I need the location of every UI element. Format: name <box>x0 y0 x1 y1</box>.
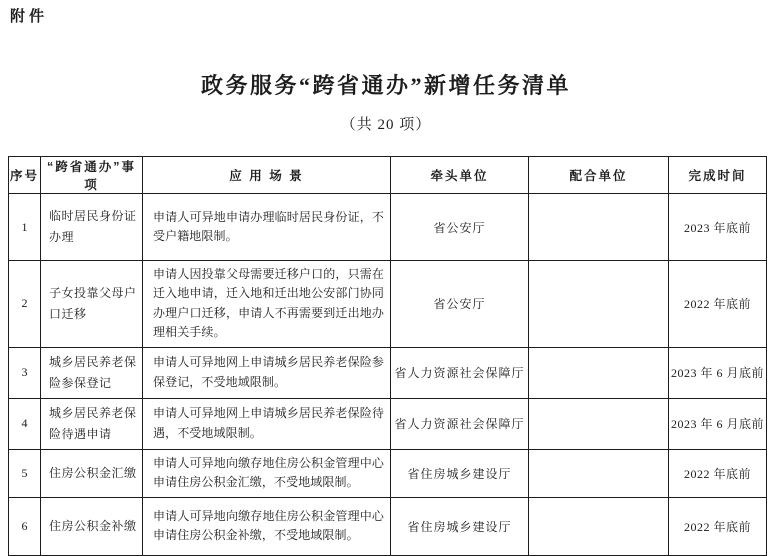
column-header-deadline: 完成时间 <box>669 157 767 194</box>
cell-deadline: 2023 年 6 月底前 <box>669 347 767 398</box>
cell-lead-unit: 省人力资源社会保障厅 <box>391 347 529 398</box>
task-table <box>8 156 767 556</box>
cell-no: 3 <box>9 347 41 398</box>
cell-lead-unit: 省住房城乡建设厅 <box>391 497 529 555</box>
cell-support-unit <box>529 347 669 398</box>
cell-item: 住房公积金汇缴 <box>41 449 143 497</box>
cell-item: 子女投靠父母户口迁移 <box>41 261 143 348</box>
table-row <box>9 194 767 261</box>
cell-item: 城乡居民养老保险待遇申请 <box>41 398 143 449</box>
table-row <box>9 261 767 348</box>
cell-no: 2 <box>9 261 41 348</box>
cell-lead-unit: 省公安厅 <box>391 194 529 261</box>
cell-deadline: 2023 年 6 月底前 <box>669 398 767 449</box>
cell-deadline: 2023 年底前 <box>669 194 767 261</box>
column-header-support-unit: 配合单位 <box>529 157 669 194</box>
cell-no: 4 <box>9 398 41 449</box>
cell-support-unit <box>529 449 669 497</box>
cell-scenario: 申请人因投靠父母需要迁移户口的，只需在迁入地申请，迁入地和迁出地公安部门协同办理户口迁移，申请人不再需要到迁出地办理相关手续。 <box>143 261 391 348</box>
cell-item: 城乡居民养老保险参保登记 <box>41 347 143 398</box>
page-subtitle: （共 20 项） <box>340 117 432 133</box>
cell-scenario: 申请人可异地网上申请城乡居民养老保险参保登记，不受地域限制。 <box>143 347 391 398</box>
column-header-scenario: 应 用 场 景 <box>143 157 391 194</box>
cell-lead-unit: 省住房城乡建设厅 <box>391 449 529 497</box>
table-row <box>9 398 767 449</box>
cell-no: 1 <box>9 194 41 261</box>
column-header-no: 序号 <box>9 157 41 194</box>
attachment-label: 附件 <box>10 8 49 25</box>
cell-no: 6 <box>9 497 41 555</box>
cell-support-unit <box>529 497 669 555</box>
cell-scenario: 申请人可异地向缴存地住房公积金管理中心申请住房公积金汇缴，不受地域限制。 <box>143 449 391 497</box>
table-header-row <box>9 157 767 194</box>
table-row <box>9 347 767 398</box>
cell-deadline: 2022 年底前 <box>669 261 767 348</box>
cell-scenario: 申请人可异地向缴存地住房公积金管理中心申请住房公积金补缴，不受地域限制。 <box>143 497 391 555</box>
cell-deadline: 2022 年底前 <box>669 497 767 555</box>
table-row <box>9 449 767 497</box>
cell-scenario: 申请人可异地网上申请城乡居民养老保险待遇，不受地域限制。 <box>143 398 391 449</box>
table-row <box>9 497 767 555</box>
cell-no: 5 <box>9 449 41 497</box>
page-title: 政务服务“跨省通办”新增任务清单 <box>200 73 571 98</box>
cell-lead-unit: 省公安厅 <box>391 261 529 348</box>
cell-item: 住房公积金补缴 <box>41 497 143 555</box>
column-header-lead-unit: 牵头单位 <box>391 157 529 194</box>
cell-scenario: 申请人可异地申请办理临时居民身份证，不受户籍地限制。 <box>143 194 391 261</box>
cell-support-unit <box>529 261 669 348</box>
column-header-item: “跨省通办”事项 <box>41 157 143 194</box>
cell-item: 临时居民身份证办理 <box>41 194 143 261</box>
cell-support-unit <box>529 194 669 261</box>
cell-deadline: 2022 年底前 <box>669 449 767 497</box>
cell-support-unit <box>529 398 669 449</box>
cell-lead-unit: 省人力资源社会保障厅 <box>391 398 529 449</box>
